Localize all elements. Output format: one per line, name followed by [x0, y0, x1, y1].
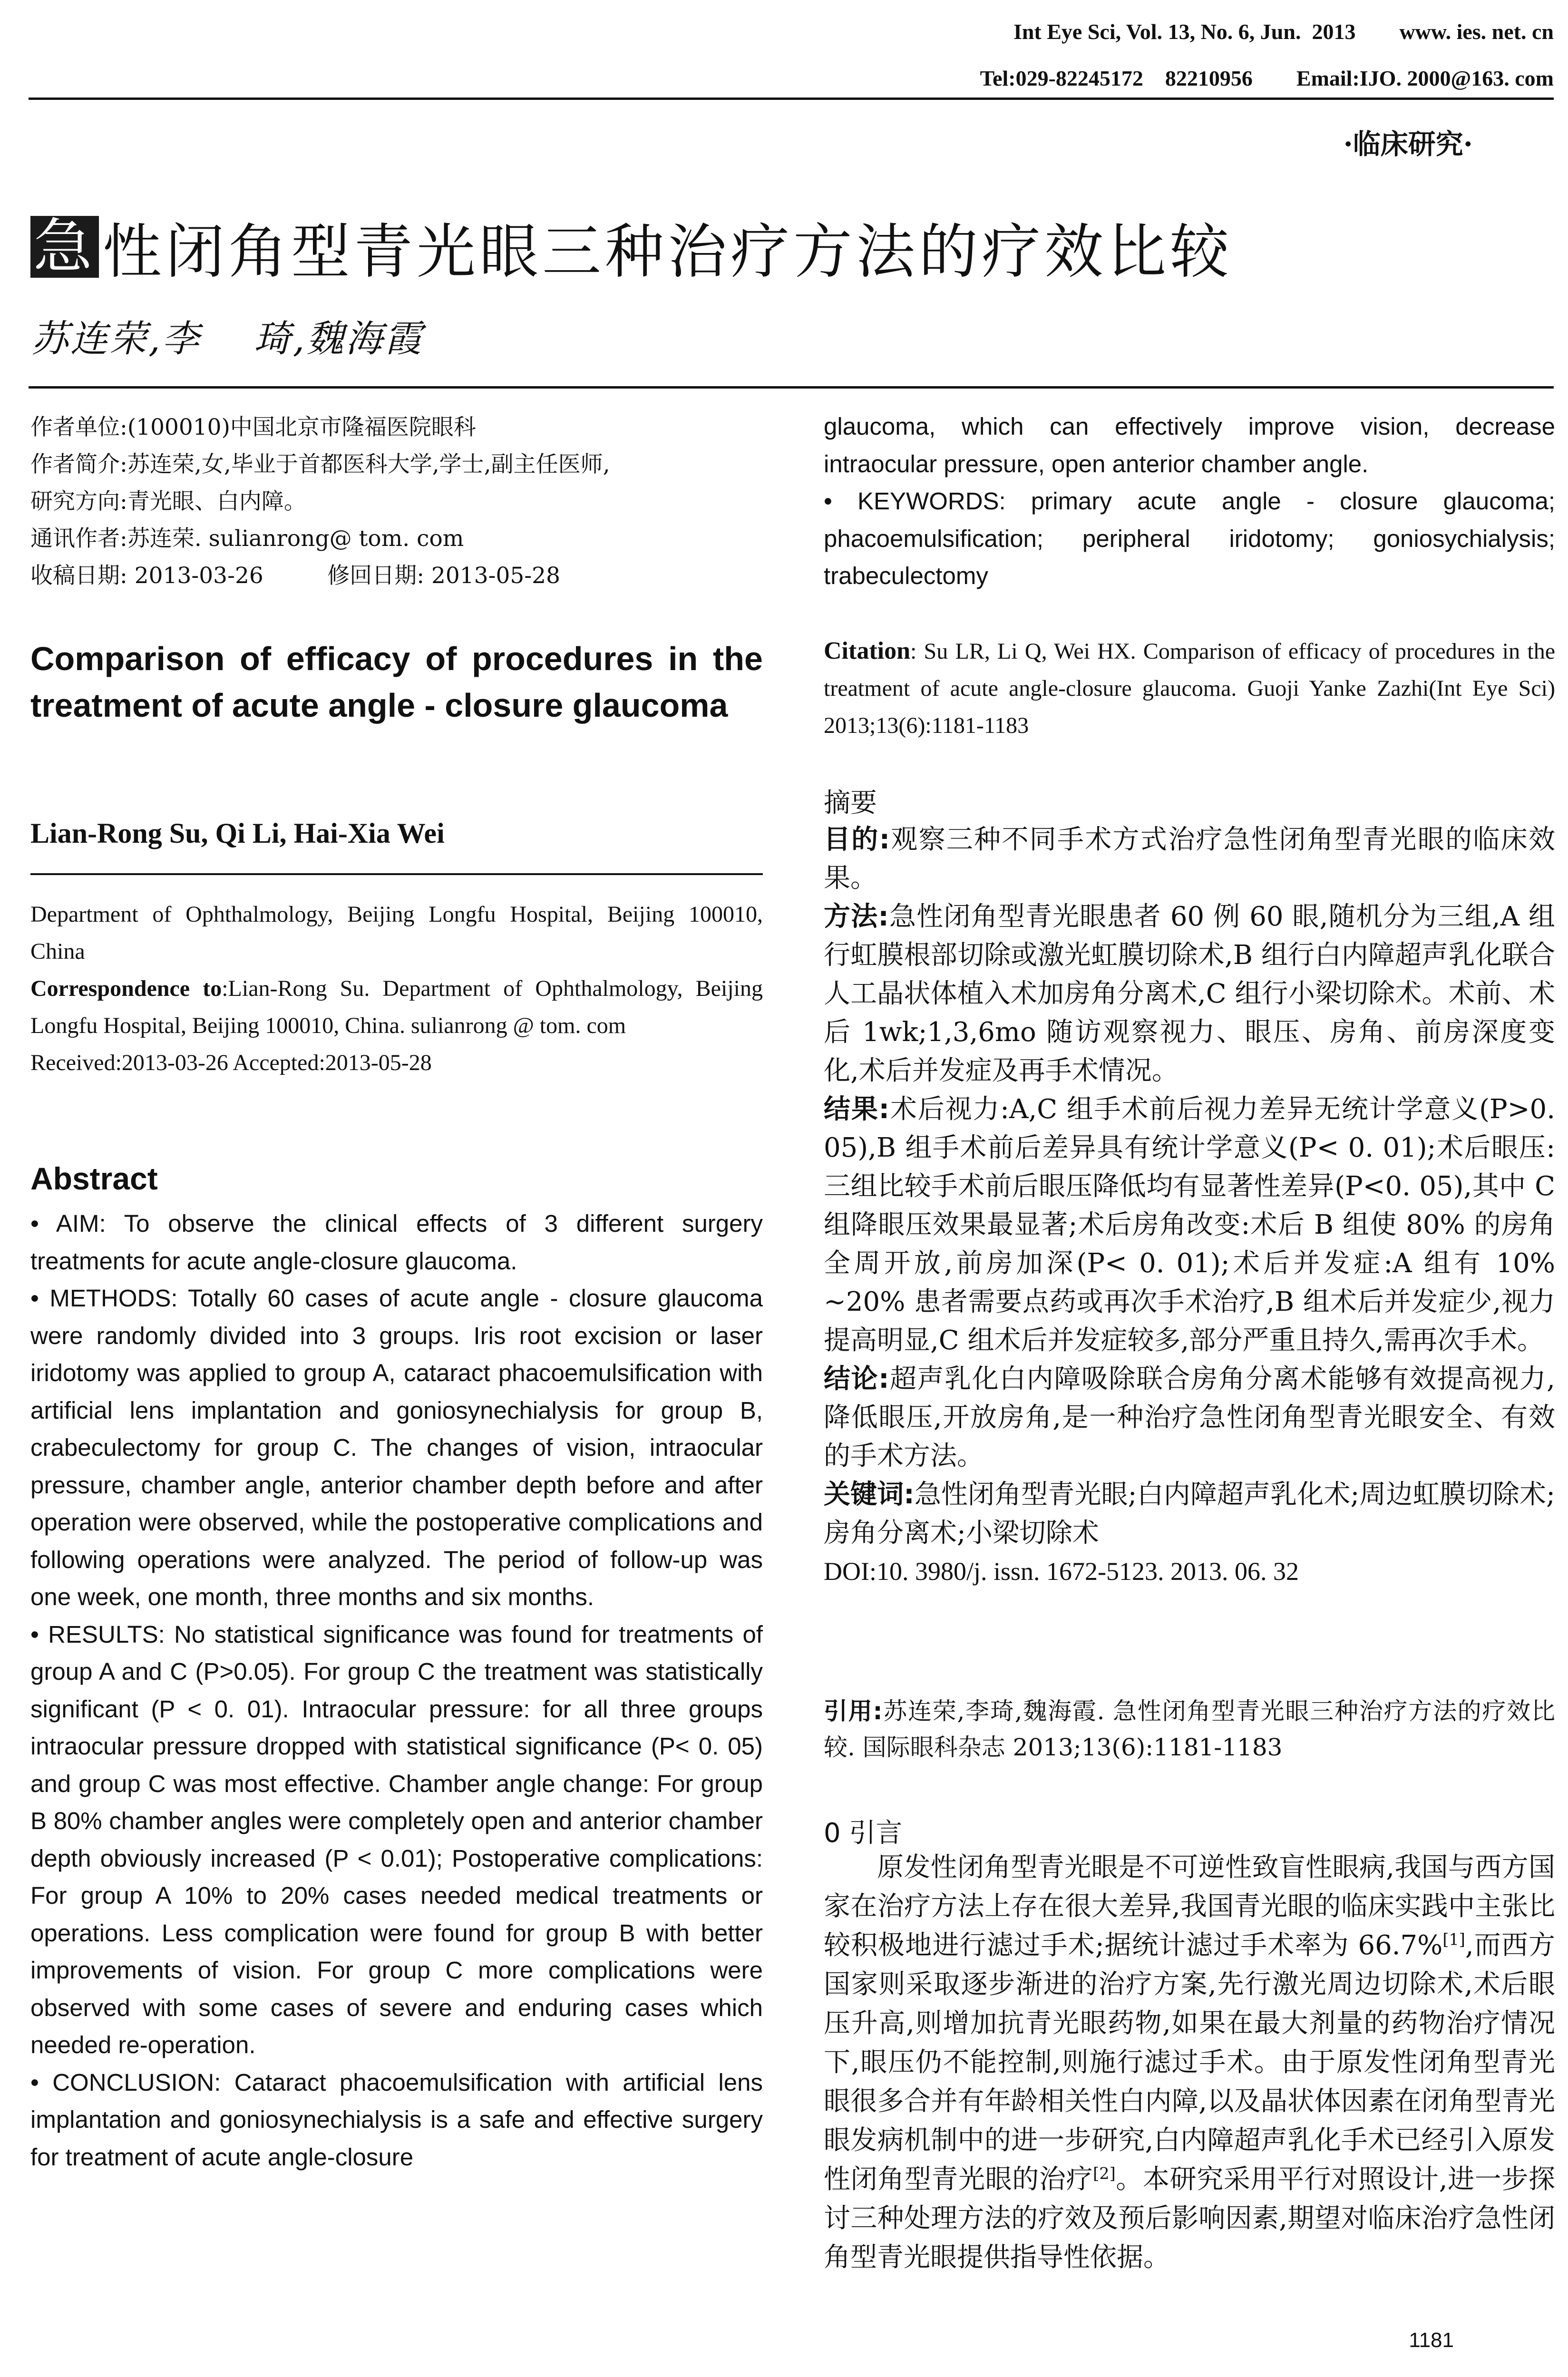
intro-text-2: ,而西方国家则采取逐步渐进的治疗方案,先行激光周边切除术,术后眼压升高,则增加抗青光眼药物,如果在最大剂量的药物治疗情况下,眼压仍不能控制,则施行滤过手术。由于原发性闭角型青光眼很多合并有年龄相关性白内障,以及晶状体因素在闭角型青光眼发病机制中的进一步研究,白内障超声乳化手术已经引入原发性闭角型青光眼的治疗 — [824, 1930, 1555, 2195]
doi: DOI:10. 3980/j. issn. 1672-5123. 2013. 06. 32 — [824, 1557, 1299, 1586]
cn-methods-text: 急性闭角型青光眼患者 60 例 60 眼,随机分为三组,A 组行虹膜根部切除或激光虹膜切除术,B 组行白内障超声乳化联合人工晶状体植入术加房角分离术,C 组行小梁切除术。术前、术后 1wk;1,3,6mo 随访观察视力、眼压、房角、前房深度变化,术后并发症及再手术情况。 — [824, 901, 1556, 1086]
abstract-methods: • METHODS: Totally 60 cases of acute angle - closure glaucoma were randomly divided into 3 groups. Iris root excision or laser iridotomy was applied to group A, cataract phacoemulsification with artificial lens implantation and goniosynechialysis for group B, crabeculectomy for group C. The changes of vision, intraocular pressure, chamber angle, anterior chamber depth before and after operation were observed, while the postoperative complications and following operations were analyzed. The period of follow-up was one week, one month, three months and six months. — [30, 1285, 763, 1610]
intro-text-1: 原发性闭角型青光眼是不可逆性致盲性眼病,我国与西方国家在治疗方法上存在很大差异,我国青光眼的临床实践中主张比较积极地进行滤过手术;据统计滤过手术率为 66.7% — [824, 1852, 1555, 1961]
cn-results-label: 结果: — [824, 1094, 890, 1125]
cn-methods-label: 方法: — [824, 901, 889, 932]
intro-ref-1: [1] — [1442, 1930, 1465, 1949]
cn-keywords-text: 急性闭角型青光眼;白内障超声乳化术;周边虹膜切除术;房角分离术;小梁切除术 — [824, 1479, 1555, 1549]
intro-paragraph — [824, 1848, 1555, 2277]
department: Department of Ophthalmology, Beijing Longfu Hospital, Beijing 100010, China — [30, 902, 763, 964]
english-affiliation — [30, 896, 763, 1081]
cn-aim — [824, 820, 1555, 897]
intro-text-3: 。本研究采用平行对照设计,进一步探讨三种处理方法的疗效及预后影响因素,期望对临床治疗急性闭角型青光眼提供指导性依据。 — [824, 2164, 1555, 2273]
correspondence-label: Correspondence to — [30, 976, 222, 1001]
cn-results — [824, 1090, 1555, 1360]
citation-text: : Su LR, Li Q, Wei HX. Comparison of efficacy of procedures in the treatment of acute angle-closure glaucoma. Guoji Yanke Zazhi(Int Eye Sci) 2013;13(6):1181-1183 — [824, 639, 1555, 738]
corresponding-author: 通讯作者:苏连荣. sulianrong@ tom. com — [30, 526, 464, 552]
title-text: 性闭角型青光眼三种治疗方法的疗效比较 — [103, 218, 1233, 286]
received-dates-en: Received:2013-03-26 Accepted:2013-05-28 — [30, 1050, 432, 1075]
abstract-conclusion-cont: glaucoma, which can effectively improve vision, decrease intraocular pressure, open anterior chamber angle. — [824, 413, 1555, 477]
cn-citation-label: 引用: — [824, 1697, 883, 1725]
english-abstract-cont — [824, 408, 1555, 595]
english-authors: Lian-Rong Su, Qi Li, Hai-Xia Wei — [30, 818, 445, 849]
abstract-heading: Abstract — [30, 1161, 158, 1196]
header-rule — [29, 97, 1554, 100]
abstract-keywords: • KEYWORDS: primary acute angle - closure glaucoma; phacoemulsification; peripheral iridotomy; goniosychialysis; trabeculectomy — [824, 487, 1555, 589]
journal-contact: Tel:029-82245172 82210956 Email:IJO. 2000@163. com — [980, 66, 1554, 90]
intro-body — [824, 1848, 1555, 2277]
cn-aim-text: 观察三种不同手术方式治疗急性闭角型青光眼的临床效果。 — [824, 824, 1555, 894]
title-boxed-char: 急 — [30, 216, 99, 278]
abstract-results: • RESULTS: No statistical significance was found for treatments of group A and C (P>0.05). For group C the treatment was statistically significant (P < 0. 01). Intraocular pressure: for all three groups intraocular pressure dropped with statistical significance (P< 0. 05) and group C was most effective. Chamber angle change: For group B 80% chamber angles were completely open and anterior chamber depth obviously increased (P < 0.01); Postoperative complications: For group A 10% to 20% cases needed medical treatments or operations. Less complication were found for group B with better improvements of vision. For group C more complications were observed with some cases of severe and enduring cases which needed re-operation. — [30, 1620, 763, 2058]
correspondence-text: :Lian-Rong Su. Department of Ophthalmology, Beijing Longfu Hospital, Beijing 100010, China. sulianrong @ tom. com — [30, 976, 763, 1038]
cn-conclusion-text: 超声乳化白内障吸除联合房角分离术能够有效提高视力,降低眼压,开放房角,是一种治疗急性闭角型青光眼安全、有效的手术方法。 — [824, 1364, 1555, 1471]
abstract-conclusion: • CONCLUSION: Cataract phacoemulsification with artificial lens implantation and goniosynechialysis is a safe and effective surgery for treatment of acute angle-closure — [30, 2068, 763, 2171]
intro-ref-2: [2] — [1093, 2164, 1116, 2183]
page-number: 1181 — [1409, 2328, 1454, 2352]
author-bio: 作者简介:苏连荣,女,毕业于首都医科大学,学士,副主任医师, — [30, 451, 610, 477]
affiliation-cn — [30, 409, 763, 594]
citation-label: Citation — [824, 637, 910, 664]
english-abstract — [30, 1205, 763, 2176]
cn-results-text: 术后视力:A,C 组手术前后视力差异无统计学意义(P>0. 05),B 组手术前后差异具有统计学意义(P< 0. 01);术后眼压:三组比较手术前后眼压降低均有显著性差异(P<0. 05),其中 C 组降眼压效果最显著;术后房角改变:术后 B 组使 80% 的房角全周开放,前房加深(P< 0. 01);术后并发症:A 组有 10% ~20% 患者需要点药或再次手术治疗,B 组术后并发症少,视力提高明显,C 组术后并发症较多,部分严重且持久,需再次手术。 — [824, 1094, 1555, 1356]
intro-heading: 0 引言 — [824, 1818, 903, 1849]
cn-keywords-label: 关键词: — [824, 1479, 915, 1510]
cn-keywords — [824, 1475, 1555, 1552]
citation — [824, 633, 1555, 744]
cn-citation-text: 苏连荣,李琦,魏海霞. 急性闭角型青光眼三种治疗方法的疗效比较. 国际眼科杂志 2013;13(6):1181-1183 — [824, 1697, 1555, 1761]
journal-info: Int Eye Sci, Vol. 13, No. 6, Jun. 2013 www. ies. net. cn — [1013, 19, 1554, 44]
cn-abstract — [824, 820, 1555, 1591]
cn-conclusion — [824, 1360, 1555, 1475]
cn-methods — [824, 897, 1555, 1090]
title-rule — [29, 386, 1554, 389]
cn-aim-label: 目的: — [824, 824, 890, 855]
received-dates-cn: 收稿日期: 2013-03-26 修回日期: 2013-05-28 — [30, 563, 560, 589]
cn-citation — [824, 1693, 1555, 1765]
author-research: 研究方向:青光眼、白内障。 — [30, 488, 306, 515]
citation-en — [824, 633, 1555, 744]
english-title: Comparison of efficacy of procedures in the treatment of acute angle - closure glaucoma — [30, 640, 763, 724]
abstract-aim: • AIM: To observe the clinical effects of 3 different surgery treatments for acute angle-closure glaucoma. — [30, 1210, 763, 1275]
article-title — [30, 205, 1233, 289]
cn-conclusion-label: 结论: — [824, 1364, 889, 1394]
authors-rule — [30, 873, 763, 875]
cn-citation-para — [824, 1693, 1555, 1765]
section-label: ·临床研究· — [1343, 128, 1473, 160]
correspondence — [30, 970, 763, 1044]
authors-cn: 苏连荣,李 琦,魏海霞 — [31, 318, 424, 360]
cn-abstract-heading: 摘要 — [824, 788, 877, 818]
author-unit: 作者单位:(100010)中国北京市隆福医院眼科 — [30, 414, 476, 440]
